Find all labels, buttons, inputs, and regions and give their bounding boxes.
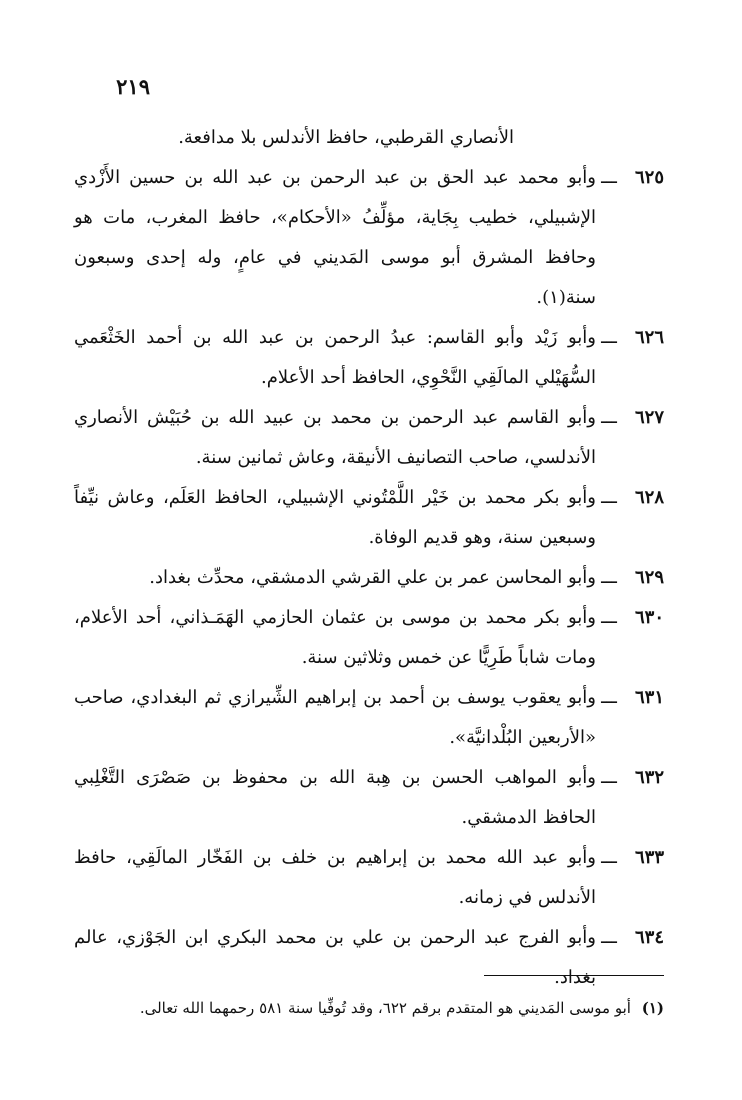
entry-text: وأبو بكر محمد بن خَيْر اللَّمْتُوني الإشبيلي، الحافظ العَلَم، وعاش نيِّفاً وسبعين سنة، وهو قديم الوفاة. xyxy=(74,487,596,548)
entry-628 xyxy=(74,478,664,558)
entry-632 xyxy=(74,758,664,838)
entry-text: وأبو المحاسن عمر بن علي القرشي الدمشقي، محدِّث بغداد. xyxy=(149,567,596,588)
entry-number: ٦٣٣ xyxy=(634,847,664,868)
entry-dash: ـــ xyxy=(601,687,617,708)
entry-number: ٦٣٤ xyxy=(634,927,664,948)
entry-626 xyxy=(74,318,664,398)
entry-dash: ـــ xyxy=(601,927,617,948)
footnote-marker: (١) xyxy=(641,999,664,1017)
entry-dash: ـــ xyxy=(601,407,617,428)
entry-629 xyxy=(74,558,664,598)
entry-text: وأبو الفرج عبد الرحمن بن علي بن محمد البكري ابن الجَوْزي، عالم بغداد. xyxy=(74,927,596,988)
entry-number: ٦٢٨ xyxy=(634,487,664,508)
entry-627 xyxy=(74,398,664,478)
continuation-line: الأنصاري القرطبي، حافظ الأندلس بلا مدافعة. xyxy=(178,127,514,148)
entry-625 xyxy=(74,158,664,318)
footnote xyxy=(74,996,664,1020)
entry-number: ٦٢٥ xyxy=(634,167,664,188)
entry-630 xyxy=(74,598,664,678)
entry-dash: ـــ xyxy=(601,847,617,868)
entry-number: ٦٢٦ xyxy=(634,327,664,348)
entry-text: وأبو المواهب الحسن بن هِبة الله بن محفوظ بن صَصْرَى التَّغْلِبي الحافظ الدمشقي. xyxy=(74,767,596,828)
entry-dash: ـــ xyxy=(601,487,617,508)
entry-text: وأبو بكر محمد بن موسى بن عثمان الحازمي الهَمَـذاني، أحد الأعلام، ومات شاباً طَرِيًّا عن خمس وثلاثين سنة. xyxy=(74,607,596,668)
entry-633 xyxy=(74,838,664,918)
entry-number: ٦٣٠ xyxy=(634,607,664,628)
entry-dash: ـــ xyxy=(601,767,617,788)
entry-dash: ـــ xyxy=(601,327,617,348)
entry-text: وأبو محمد عبد الحق بن عبد الرحمن بن عبد الله بن حسين الأَزْدي الإشبيلي، خطيب بِجَاية، مؤلِّفُ «الأحكام»، حافظ المغرب، مات هو وحافظ المشرق أبو موسى المَديني في عامٍ، وله إحدى وسبعون سنة(١). xyxy=(74,167,596,308)
entry-dash: ـــ xyxy=(601,607,617,628)
entry-text: وأبو زَيْد وأبو القاسم: عبدُ الرحمن بن عبد الله بن أحمد الخَثْعَمي السُّهَيْلي المالَقِي النَّحْوِي، الحافظ أحد الأعلام. xyxy=(74,327,596,388)
body-text xyxy=(74,118,664,998)
entry-dash: ـــ xyxy=(601,167,617,188)
entry-number: ٦٣١ xyxy=(634,687,664,708)
footnote-text: أبو موسى المَديني هو المتقدم برقم ٦٢٢، وقد تُوفِّيا سنة ٥٨١ رحمهما الله تعالى. xyxy=(139,999,631,1017)
entry-text: وأبو القاسم عبد الرحمن بن محمد بن عبيد الله بن حُبَيْش الأنصاري الأندلسي، صاحب التصانيف الأنيقة، وعاش ثمانين سنة. xyxy=(74,407,596,468)
entry-631 xyxy=(74,678,664,758)
entry-634 xyxy=(74,918,664,998)
entry-number: ٦٢٩ xyxy=(634,567,664,588)
entry-text: وأبو يعقوب يوسف بن أحمد بن إبراهيم الشِّيرازي ثم البغدادي، صاحب «الأربعين البُلْدانيَّة». xyxy=(74,687,596,748)
entry-dash: ـــ xyxy=(601,567,617,588)
entry-text: وأبو عبد الله محمد بن إبراهيم بن خلف بن الفَخّار المالَقِي، حافظ الأندلس في زمانه. xyxy=(74,847,596,908)
footnote-divider xyxy=(484,975,664,976)
page-number: ٢١٩ xyxy=(116,74,150,99)
entry-number: ٦٣٢ xyxy=(634,767,664,788)
entry-number: ٦٢٧ xyxy=(634,407,664,428)
